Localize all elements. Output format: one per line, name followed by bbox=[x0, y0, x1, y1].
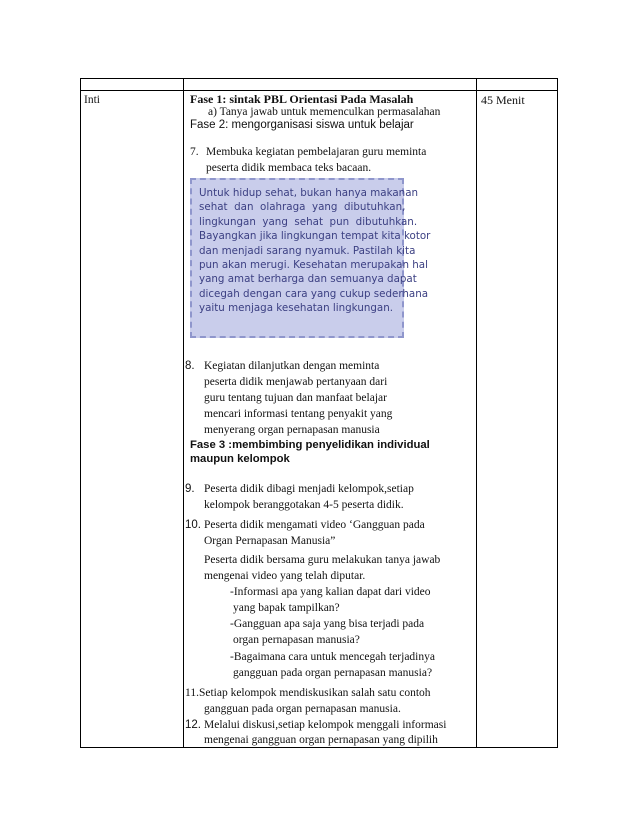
step-9-line-2: kelompok beranggotakan 4-5 peserta didik. bbox=[204, 499, 404, 511]
step-9-line-1: Peserta didik dibagi menjadi kelompok,setiap bbox=[204, 483, 414, 495]
step-8-line-3: guru tentang tujuan dan manfaat belajar bbox=[204, 392, 387, 404]
question-2-line-1: -Gangguan apa saja yang bisa terjadi pada bbox=[230, 618, 425, 630]
step-8-line-1: Kegiatan dilanjutkan dengan meminta bbox=[204, 360, 380, 372]
column-divider bbox=[183, 78, 184, 748]
column-divider bbox=[476, 78, 477, 748]
header-row-divider bbox=[80, 90, 558, 91]
step-12-line-2: mengenai gangguan organ pernapasan yang dipilih bbox=[204, 734, 438, 746]
activity-label: Inti bbox=[84, 94, 100, 106]
phase-3-title-line-2: maupun kelompok bbox=[190, 453, 290, 465]
step-7-line-2: peserta didik membaca teks bacaan. bbox=[206, 162, 372, 174]
step-10-line-2: Organ Pernapasan Manusia” bbox=[204, 535, 336, 547]
question-1-line-1: -Informasi apa yang kalian dapat dari video bbox=[230, 586, 431, 598]
step-8-line-5: menyerang organ pernapasan manusia bbox=[204, 424, 380, 436]
step-11-line-1: 11.Setiap kelompok mendiskusikan salah satu contoh bbox=[185, 687, 431, 699]
step-11-line-2: gangguan pada organ pernapasan manusia. bbox=[204, 703, 401, 715]
question-3-line-2: gangguan pada organ pernapasan manusia? bbox=[233, 667, 433, 679]
step-10-line-4: mengenai video yang telah diputar. bbox=[204, 570, 366, 582]
phase-3-title-line-1: Fase 3 :membimbing penyelidikan individual bbox=[190, 439, 430, 451]
reading-passage-text: Untuk hidup sehat, bukan hanya makanan sehat dan olahraga yang dibutuhkan, lingkungan yang sehat pun dibutuhkan. Bayangkan jika lingkungan tempat kita kotor dan menjadi sarang nyamuk. Pastilah kita pun akan merugi. Kesehatan merupakan hal yang amat berharga dan semuanya dapat dicegah dengan cara yang cukup sederhana yaitu menjaga kesehatan lingkungan. bbox=[199, 187, 431, 315]
step-12-line-1: Melalui diskusi,setiap kelompok menggali informasi bbox=[204, 719, 447, 731]
phase-2-title: Fase 2: mengorganisasi siswa untuk belajar bbox=[190, 119, 414, 131]
step-9-number: 9. bbox=[185, 483, 195, 495]
reading-passage-box bbox=[190, 178, 431, 338]
phase-1-title: Fase 1: sintak PBL Orientasi Pada Masalah bbox=[190, 92, 414, 106]
question-2-line-2: organ pernapasan manusia? bbox=[233, 634, 360, 646]
step-10-line-3: Peserta didik bersama guru melakukan tanya jawab bbox=[204, 554, 441, 566]
step-7-line-1: Membuka kegiatan pembelajaran guru meminta bbox=[206, 146, 427, 158]
step-7-number: 7. bbox=[190, 146, 199, 158]
phase-1-item-a: a) Tanya jawab untuk memenculkan permasalahan bbox=[208, 106, 441, 118]
question-1-line-2: yang bapak tampilkan? bbox=[233, 602, 340, 614]
time-label: 45 Menit bbox=[481, 93, 525, 107]
step-10-line-1: Peserta didik mengamati video ‘Gangguan pada bbox=[204, 519, 425, 531]
step-12-number: 12. bbox=[185, 719, 201, 731]
step-8-line-2: peserta didik menjawab pertanyaan dari bbox=[204, 376, 388, 388]
question-3-line-1: -Bagaimana cara untuk mencegah terjadinya bbox=[230, 651, 435, 663]
step-8-number: 8. bbox=[185, 360, 195, 372]
step-8-line-4: mencari informasi tentang penyakit yang bbox=[204, 408, 393, 420]
step-10-number: 10. bbox=[185, 519, 201, 531]
